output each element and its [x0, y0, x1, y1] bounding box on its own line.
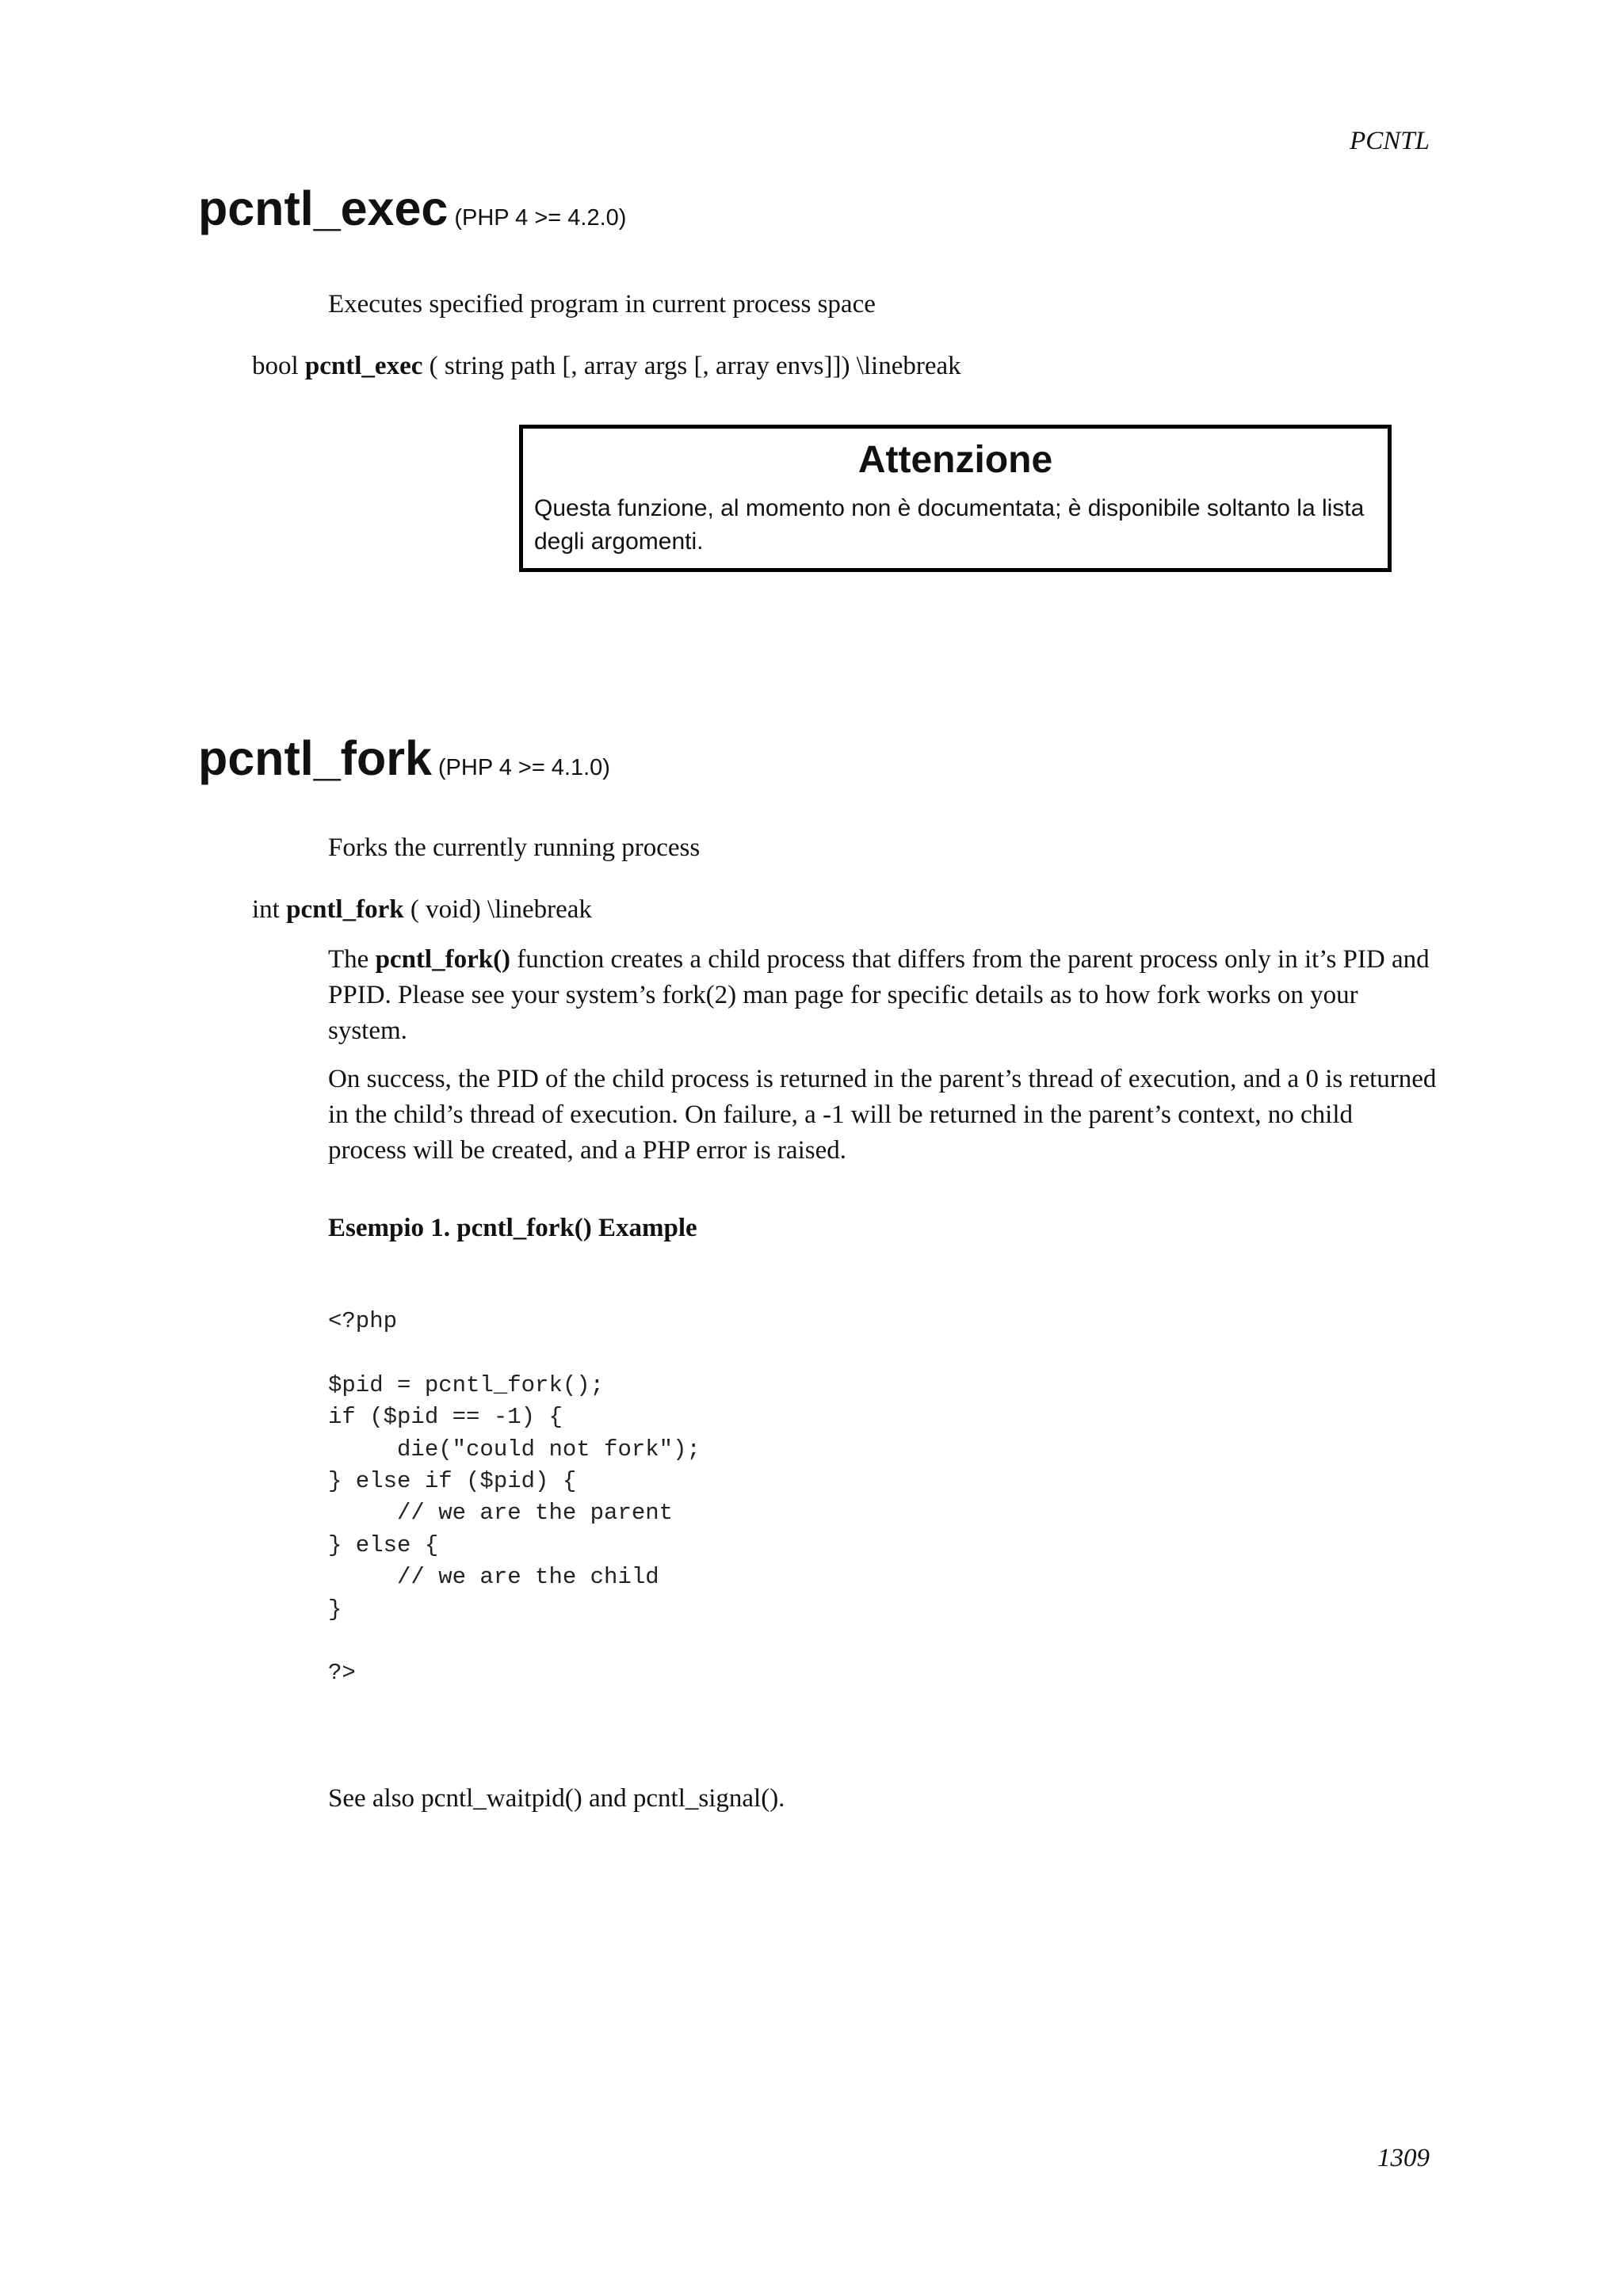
function-name: pcntl_fork — [198, 731, 432, 785]
paragraph-prefix: The — [328, 945, 369, 974]
synopsis-params: ( void) \linebreak — [410, 895, 592, 924]
purpose-text: Executes specified program in current process space — [328, 290, 876, 318]
purpose-text: Forks the currently running process — [328, 833, 701, 862]
entry-title-pcntl-fork — [198, 730, 610, 786]
paragraph-text: function creates a child process that differs from the parent process only in it’s PID and PPID. Please see your system’s fork(2) man page for specific details as to how fork works on your system. — [328, 945, 1430, 1045]
inline-function-name: pcntl_fork() — [375, 945, 511, 974]
warning-box — [519, 425, 1392, 572]
function-name: pcntl_exec — [198, 181, 449, 235]
return-type: bool — [252, 352, 299, 380]
entry-title-pcntl-exec — [198, 181, 626, 236]
page-number: 1309 — [1377, 2144, 1430, 2172]
synopsis-function-name: pcntl_exec — [304, 352, 423, 380]
warning-text: Questa funzione, al momento non è documentata; è disponibile soltanto la lista degli argomenti. — [534, 495, 1365, 555]
warning-title: Attenzione — [857, 439, 1053, 481]
synopsis-function-name: pcntl_fork — [286, 895, 404, 924]
version-note: (PHP 4 >= 4.2.0) — [454, 205, 627, 231]
running-header: PCNTL — [1350, 127, 1430, 155]
function-synopsis — [252, 895, 592, 925]
function-synopsis — [252, 352, 961, 381]
synopsis-params: ( string path [, array args [, array envs]]) \linebreak — [429, 352, 961, 380]
example-title: Esempio 1. pcntl_fork() Example — [328, 1214, 697, 1242]
return-type: int — [252, 895, 280, 924]
version-note: (PHP 4 >= 4.1.0) — [437, 755, 610, 780]
see-also-text: See also pcntl_waitpid() and pcntl_signal(). — [328, 1784, 785, 1813]
description-paragraph — [328, 942, 1438, 1049]
return-values-paragraph: On success, the PID of the child process is returned in the parent’s thread of execution, and a 0 is returned in the child’s thread of execution. On failure, a -1 will be returned in the parent’s context, no child process will be created, and a PHP error is raised. — [328, 1065, 1437, 1165]
code-example: <?php $pid = pcntl_fork(); if ($pid == -1) { die("could not fork"); } else if ($pid) { // we are the parent } else { // we are the child } ?> — [328, 1308, 701, 1687]
